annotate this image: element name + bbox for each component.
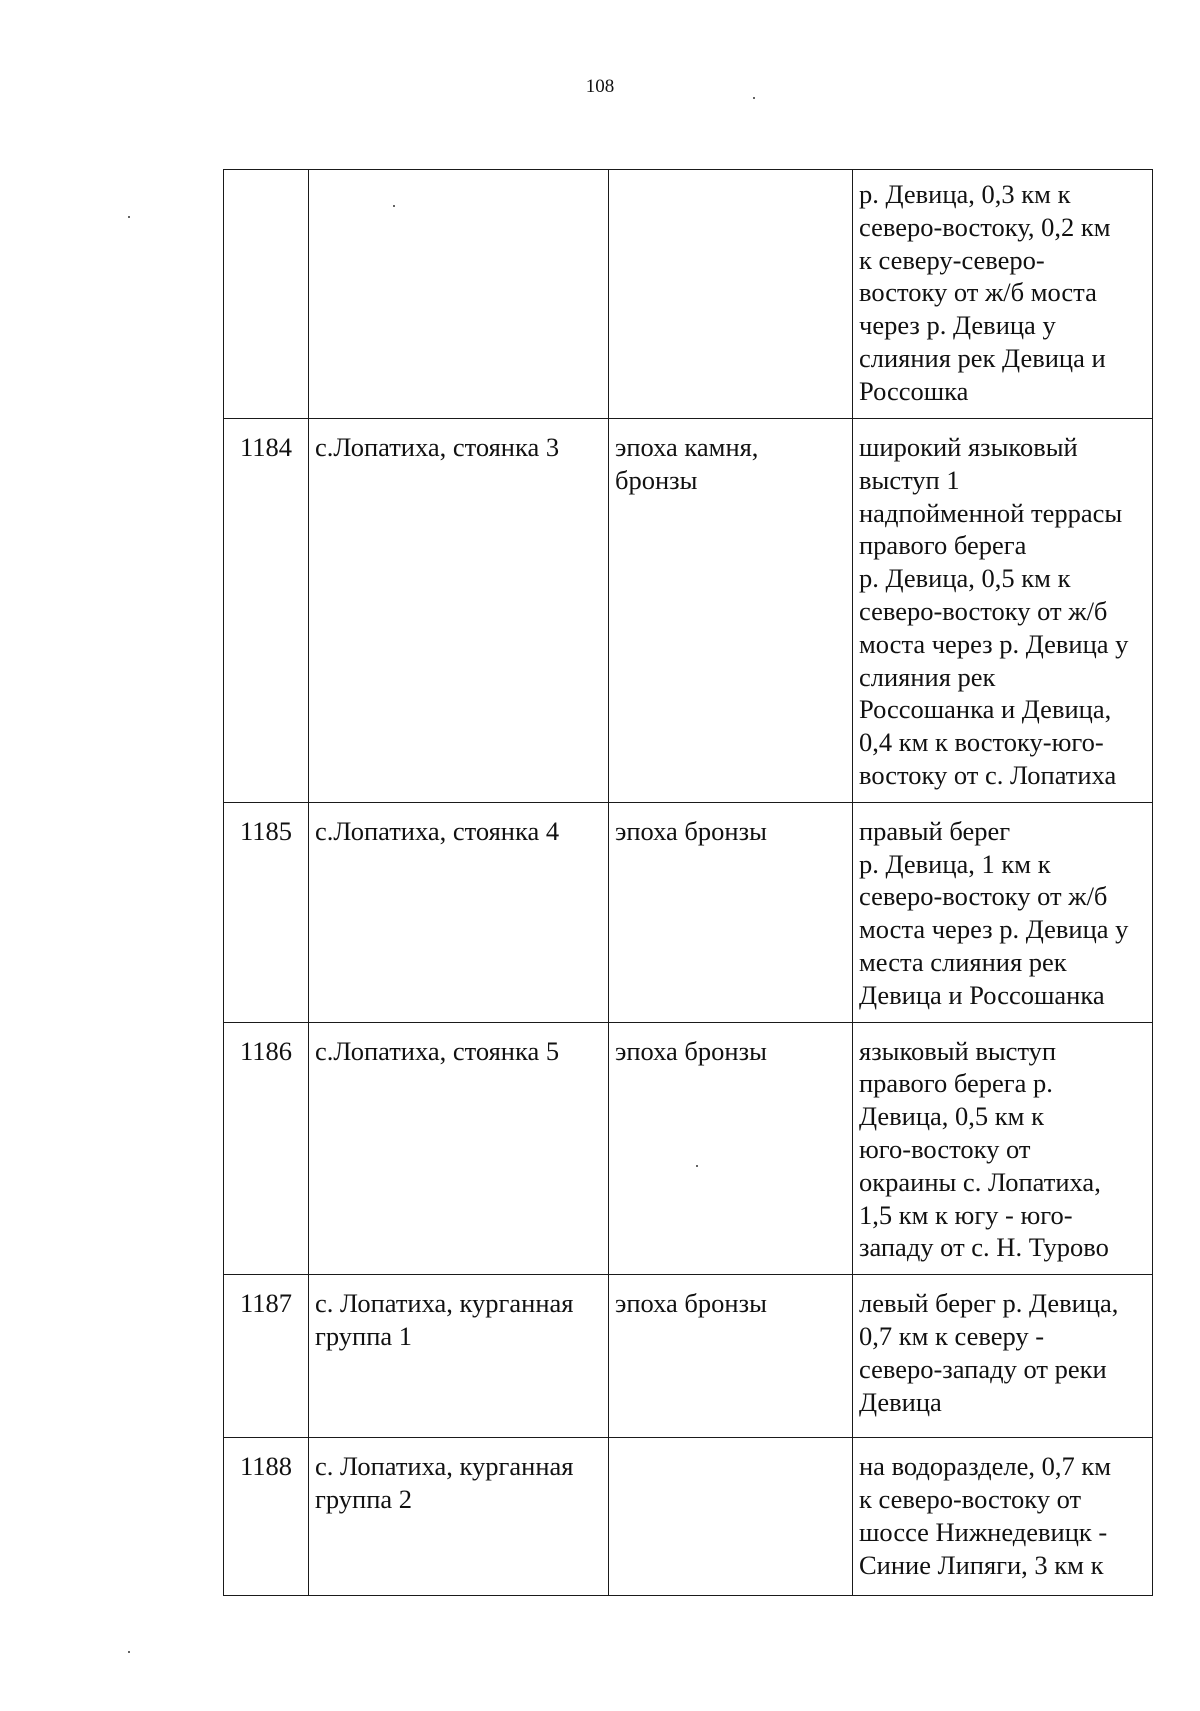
site-period: эпоха бронзы	[609, 1275, 853, 1438]
table-row	[224, 1022, 1153, 1275]
table-row	[224, 1438, 1153, 1596]
site-period: эпоха бронзы	[609, 802, 853, 1022]
site-number: 1186	[224, 1022, 309, 1275]
scan-speck	[128, 1651, 130, 1653]
site-location: языковый выступ правого берега р. Девица, 0,5 км к юго-востоку от окраины с. Лопатиха, 1,5 км к югу - юго- западу от с. Н. Турово	[853, 1022, 1153, 1275]
page-number: 108	[585, 76, 615, 97]
table-row	[224, 419, 1153, 803]
site-period: эпоха камня, бронзы	[609, 419, 853, 803]
site-location: левый берег р. Девица, 0,7 км к северу - северо-западу от реки Девица	[853, 1275, 1153, 1438]
site-period	[609, 170, 853, 419]
site-number: 1185	[224, 802, 309, 1022]
site-name: с.Лопатиха, стоянка 3	[309, 419, 609, 803]
site-location: широкий языковый выступ 1 надпойменной террасы правого берега р. Девица, 0,5 км к северо-востоку от ж/б моста через р. Девица у слияния рек Россошанка и Девица, 0,4 км к востоку-юго- востоку от с. Лопатиха	[853, 419, 1153, 803]
site-location: р. Девица, 0,3 км к северо-востоку, 0,2 км к северу-северо- востоку от ж/б моста через р. Девица у слияния рек Девица и Россошка	[853, 170, 1153, 419]
scan-speck	[128, 216, 130, 218]
site-period: эпоха бронзы	[609, 1022, 853, 1275]
site-location: правый берег р. Девица, 1 км к северо-востоку от ж/б моста через р. Девица у места слияния рек Девица и Россошанка	[853, 802, 1153, 1022]
site-number: 1184	[224, 419, 309, 803]
table-row	[224, 1275, 1153, 1438]
heritage-sites-table	[223, 169, 1153, 1596]
site-number: 1188	[224, 1438, 309, 1596]
site-number: 1187	[224, 1275, 309, 1438]
scan-speck	[753, 97, 755, 99]
site-name: с. Лопатиха, курганная группа 2	[309, 1438, 609, 1596]
table-row	[224, 802, 1153, 1022]
site-name: с.Лопатиха, стоянка 4	[309, 802, 609, 1022]
site-period	[609, 1438, 853, 1596]
site-name	[309, 170, 609, 419]
site-number	[224, 170, 309, 419]
site-location: на водоразделе, 0,7 км к северо-востоку от шоссе Нижнедевицк - Синие Липяги, 3 км к	[853, 1438, 1153, 1596]
site-name: с.Лопатиха, стоянка 5	[309, 1022, 609, 1275]
table-row	[224, 170, 1153, 419]
site-name: с. Лопатиха, курганная группа 1	[309, 1275, 609, 1438]
